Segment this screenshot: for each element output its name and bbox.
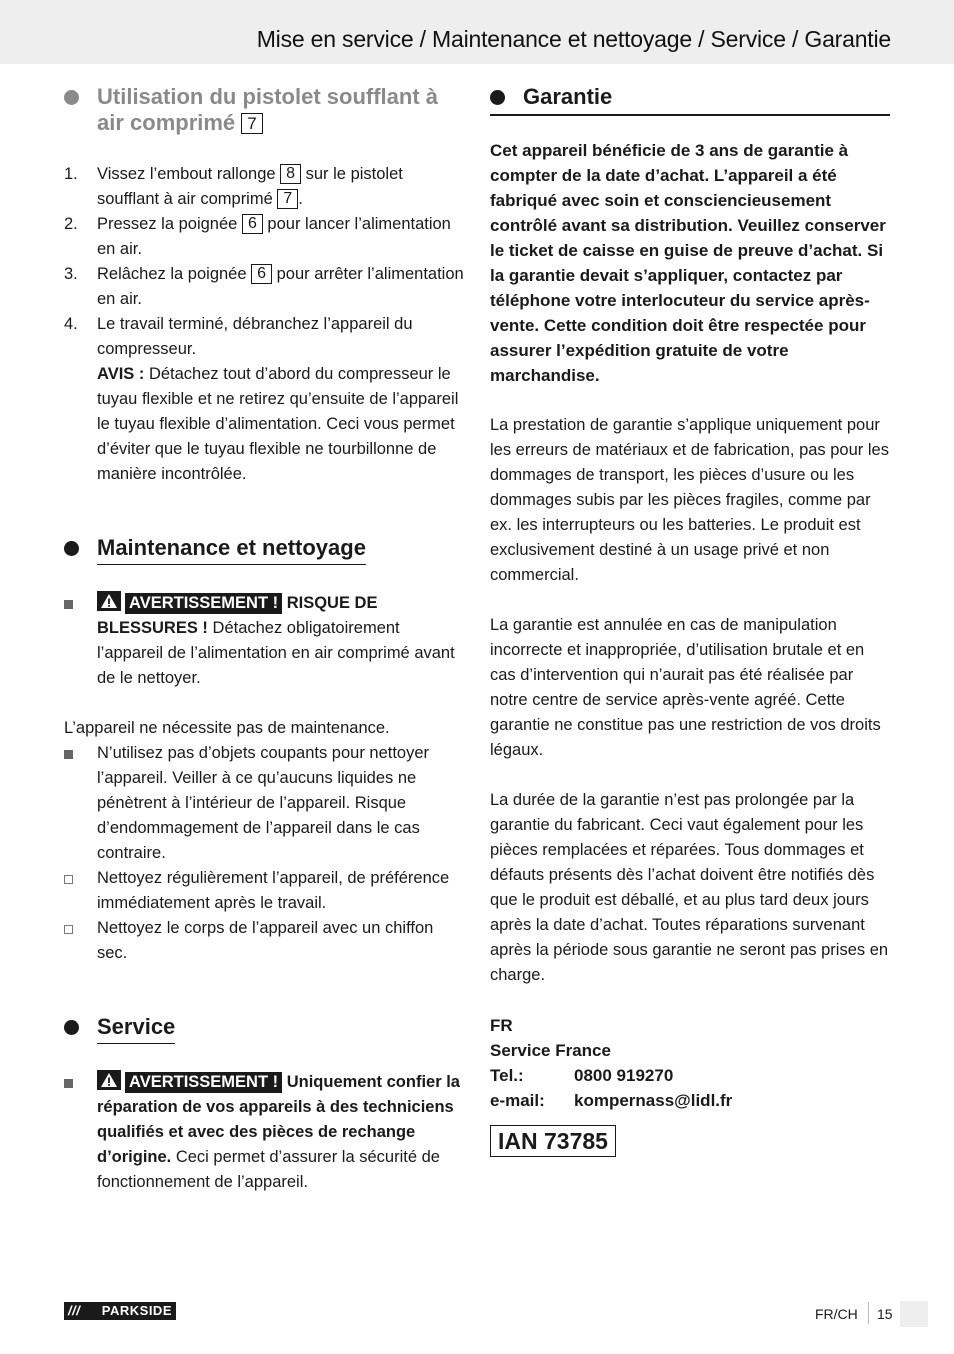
step-text: sur le pistolet soufflant à air comprimé [97,165,403,208]
ref-box: 8 [280,164,301,184]
email-label: e-mail: [490,1090,545,1110]
hollow-square-bullet-icon [64,925,73,934]
warning-triangle-icon [97,1070,121,1090]
warning-label: AVERTISSEMENT ! [125,1072,282,1093]
step-text: Vissez l’embout rallonge [97,165,281,183]
language-code: FR/CH [815,1306,858,1322]
page-title: Mise en service / Maintenance et nettoyage / Service / Garantie [256,26,891,52]
list-item [64,741,464,866]
list-item [64,866,464,916]
step-number: 1. [64,165,78,183]
bullet-dot-icon [490,90,505,105]
logo-text: PARKSIDE [101,1303,172,1318]
ref-box: 7 [241,113,262,134]
warning-item [64,591,464,691]
maintenance-heading-text: Maintenance et nettoyage [97,535,366,565]
usage-heading-text: Utilisation du pistolet soufflant à air comprimé [97,84,438,135]
list-item [64,162,464,212]
tel-value: 0800 919270 [574,1065,674,1085]
square-bullet-icon [64,750,73,759]
warning-bold-text: RISQUE DE BLESSURES ! [97,594,378,637]
right-column [490,84,890,1157]
step-text: Le travail terminé, débranchez l’appareil du compresseur. [97,315,413,358]
list-item [64,262,464,312]
left-column [64,84,464,1195]
ian-box: IAN 73785 [490,1125,616,1157]
notice-paragraph [64,362,464,487]
footer-divider [868,1302,869,1324]
warranty-paragraph: La garantie est annulée en cas de manipulation incorrecte et inappropriée, d’utilisation brutale et en cas d’intervention qui n’aurait pas été réalisée par notre centre de service après-vente agréé. Cette garantie ne constitue pas une restriction de vos droits légaux. [490,615,881,759]
service-heading [64,1014,464,1044]
contact-service-name: Service France [490,1040,611,1060]
square-bullet-icon [64,600,73,609]
list-item [64,312,464,362]
bullet-dot-icon [64,90,79,105]
warranty-bold-paragraph: Cet appareil bénéficie de 3 ans de garantie à compter de la date d’achat. L’appareil a été fabriqué avec soin et consciencieusement contrôlé avant sa distribution. Veuillez conserver le ticket de caisse en guise de preuve d’achat. Si la garantie devait s’appliquer, contactez par téléphone votre interlocuteur du service après-vente. Cette condition doit être respectée pour assurer l’expédition gratuite de votre marchandise. [490,140,886,385]
warranty-paragraph: La prestation de garantie s’applique uniquement pour les erreurs de matériaux et de fabrication, pas pour les dommages de transport, les pièces d’usure ou les dommages subis par les pièces fragiles, comme par ex. les interrupteurs ou les batteries. Le produit est exclusivement destiné à un usage privé et non commercial. [490,415,889,584]
bullet-text: Nettoyez régulièrement l’appareil, de préférence immédiatement après le travail. [97,869,450,912]
warning-label: AVERTISSEMENT ! [125,593,282,614]
ref-box: 7 [277,189,298,209]
contact-country: FR [490,1015,513,1035]
square-bullet-icon [64,1079,73,1088]
step-text: Relâchez la poignée [97,265,252,283]
service-heading-text: Service [97,1014,175,1044]
bullet-text: N’utilisez pas d’objets coupants pour nettoyer l’appareil. Veiller à ce qu’aucuns liquides ne pénètrent à l’intérieur de l’appareil. Risque d’endommagement de l’appareil dans le cas contraire. [97,744,430,862]
step-text: Pressez la poignée [97,215,242,233]
warning-item [64,1070,464,1195]
warranty-heading-text: Garantie [523,84,613,109]
maintenance-intro: L’appareil ne nécessite pas de maintenance. [64,719,390,737]
maintenance-heading [64,535,464,565]
step-number: 2. [64,215,78,233]
page-tab [900,1301,928,1327]
email-value: kompernass@lidl.fr [574,1090,733,1110]
warranty-heading [490,84,890,110]
contact-email [490,1088,890,1113]
contact-block [490,1013,890,1113]
list-item [64,916,464,966]
contact-tel [490,1063,890,1088]
notice-label: AVIS : [97,365,145,383]
warning-text: Ceci permet d’assurer la sécurité de fonctionnement de l’appareil. [97,1148,440,1191]
usage-heading [64,84,464,136]
page-number: 15 [877,1306,893,1322]
bullet-dot-icon [64,1020,79,1035]
warranty-paragraph: La durée de la garantie n’est pas prolongée par la garantie du fabricant. Ceci vaut également pour les pièces remplacées et réparées. Tous dommages et défauts présents dès l’achat doivent être notifiés dès que le produit est déballé, et au plus tard deux jours après la date d’achat. Toutes réparations survenant après la période sous garantie ne seront pas prises en charge. [490,790,889,984]
tel-label: Tel.: [490,1065,524,1085]
ref-box: 6 [242,214,263,234]
notice-text: Détachez tout d’abord du compresseur le tuyau flexible et ne retirez qu’ensuite de l’appareil le tuyau flexible d’alimentation. Ceci vous permet d’éviter que le tuyau flexible ne tourbillonne de manière incontrôlée. [97,365,459,483]
ref-box: 6 [251,264,272,284]
brand-logo [64,1302,176,1320]
bullet-dot-icon [64,541,79,556]
hollow-square-bullet-icon [64,875,73,884]
warning-text: Détachez obligatoirement l’appareil de l’alimentation en air comprimé avant de le nettoyer. [97,619,455,687]
warning-bold-text: Uniquement confier la réparation de vos appareils à des techniciens qualifiés et avec des pièces de rechange d’origine. [97,1073,460,1166]
warning-triangle-icon [97,591,121,611]
list-item [64,212,464,262]
step-number: 3. [64,265,78,283]
bullet-text: Nettoyez le corps de l’appareil avec un chiffon sec. [97,919,434,962]
step-text: pour arrêter l’alimentation en air. [97,265,464,308]
step-number: 4. [64,315,78,333]
logo-slashes: /// [68,1303,81,1318]
page-header [0,0,954,64]
step-text: . [298,190,303,208]
step-text: pour lancer l’alimentation en air. [97,215,451,258]
